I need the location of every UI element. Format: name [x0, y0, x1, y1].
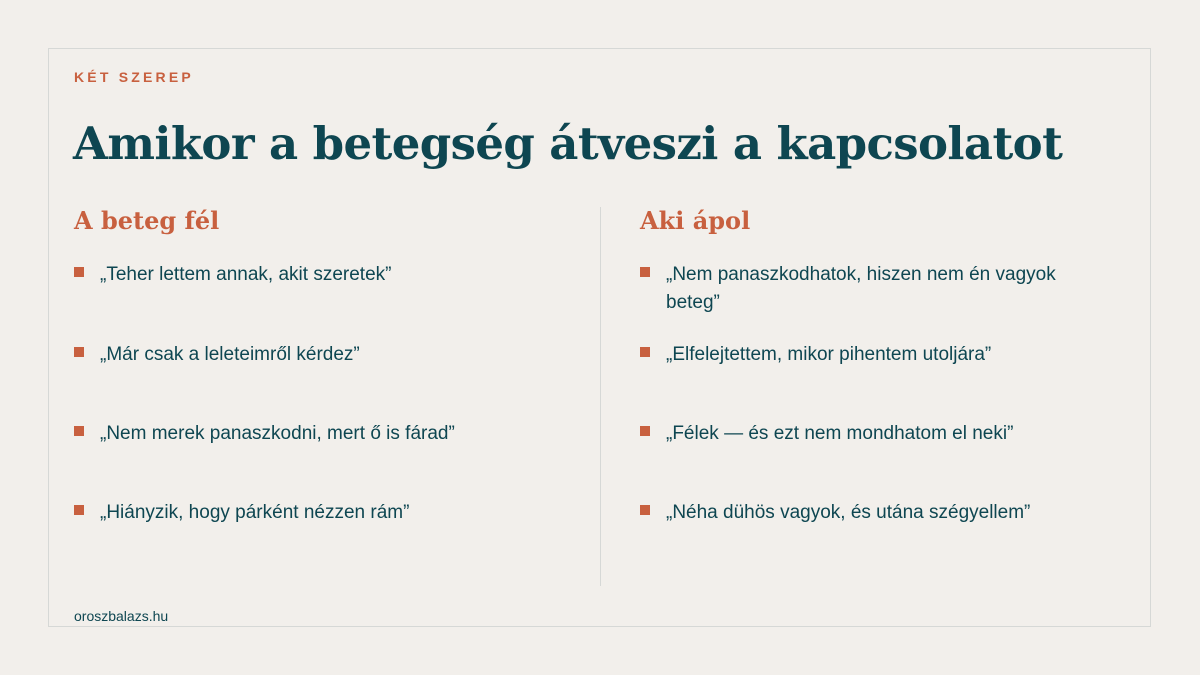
quote-item	[640, 420, 1110, 448]
quote-item	[640, 499, 1110, 527]
footer-source: oroszbalazs.hu	[74, 608, 169, 624]
patient-column-heading: A beteg fél	[74, 206, 220, 235]
quote-text: „Már csak a leleteimről kérdez”	[100, 344, 360, 365]
slide-title: Amikor a betegség átveszi a kapcsolatot	[73, 117, 1063, 170]
square-bullet-icon	[74, 347, 84, 357]
caregiver-column	[640, 203, 1110, 523]
quote-text: „Nem panaszkodhatok, hiszen nem én vagyok beteg”	[666, 264, 1056, 313]
quote-item	[74, 420, 544, 448]
square-bullet-icon	[640, 426, 650, 436]
square-bullet-icon	[640, 267, 650, 277]
quote-item	[74, 261, 544, 289]
quote-text: „Elfelejtettem, mikor pihentem utoljára”	[666, 344, 992, 365]
quote-item	[74, 341, 544, 369]
quote-item	[74, 499, 544, 527]
quote-item	[640, 261, 1110, 317]
caregiver-column-heading: Aki ápol	[640, 206, 751, 235]
square-bullet-icon	[74, 505, 84, 515]
quote-text: „Nem merek panaszkodni, mert ő is fárad”	[100, 423, 455, 444]
column-divider	[600, 207, 601, 586]
quote-text: „Hiányzik, hogy párként nézzen rám”	[100, 502, 410, 523]
square-bullet-icon	[74, 267, 84, 277]
quote-text: „Néha dühös vagyok, és utána szégyellem”	[666, 502, 1031, 523]
square-bullet-icon	[640, 347, 650, 357]
eyebrow-label: KÉT SZEREP	[74, 69, 194, 85]
quote-item	[640, 341, 1110, 369]
square-bullet-icon	[640, 505, 650, 515]
quote-text: „Teher lettem annak, akit szeretek”	[100, 264, 392, 285]
patient-column	[74, 203, 544, 523]
quote-text: „Félek — és ezt nem mondhatom el neki”	[666, 423, 1014, 444]
square-bullet-icon	[74, 426, 84, 436]
